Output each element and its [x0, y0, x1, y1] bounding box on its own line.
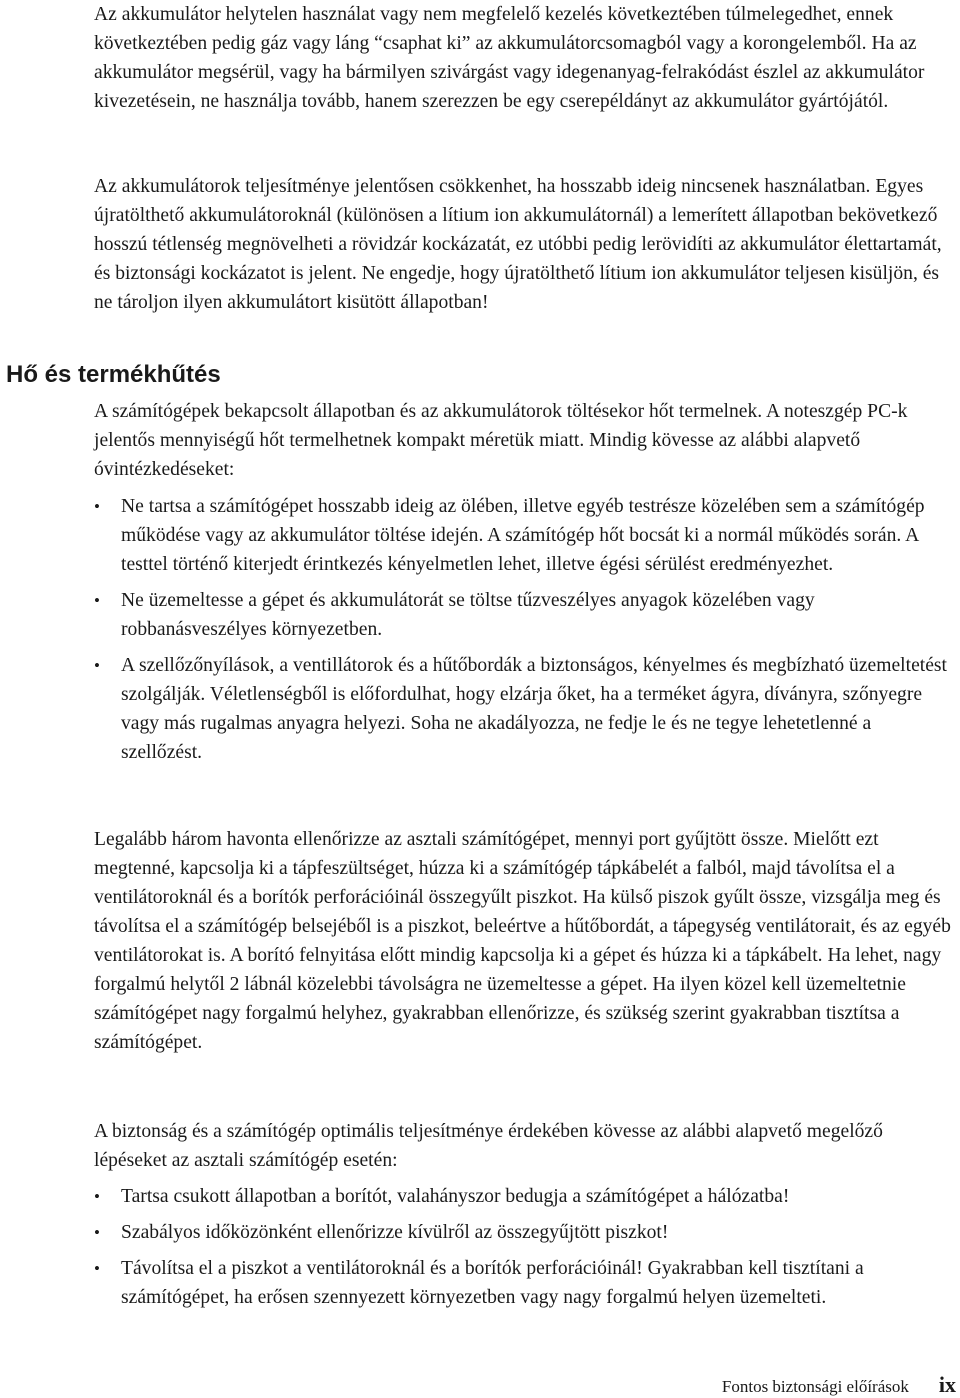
list-item-text: A szellőzőnyílások, a ventillátorok és a hűtőbordák a biztonságos, kényelmes és megbízható üzemeltetést szolgálják. Véletlenségből is előfordulhat, hogy elzárja őket, ha a terméket ágyra, díványra, szőnyegre vagy más rugalmas anyagra helyezi. Soha ne akadályozza, ne fedje le és ne tegye lehetetlenné a szellőzést. — [121, 655, 947, 763]
list-item-text: Szabályos időközönként ellenőrizze kívülről az összegyűjtött piszkot! — [121, 1222, 669, 1243]
list-item — [94, 1182, 956, 1211]
list-item — [94, 1218, 956, 1247]
list-item — [94, 1254, 956, 1312]
list-item-text: Ne üzemeltesse a gépet és akkumulátorát se töltse tűzveszélyes anyagok közelében vagy robbanásveszélyes környezetben. — [121, 590, 815, 640]
bullet-icon: • — [94, 1187, 100, 1206]
list-item-text: Tartsa csukott állapotban a borítót, valahányszor bedugja a számítógépet a hálózatba! — [121, 1186, 790, 1207]
heat-intro-paragraph: A számítógépek bekapcsolt állapotban és az akkumulátorok töltésekor hőt termelnek. A noteszgép PC-k jelentős mennyiségű hőt termelhetnek kompakt méretük miatt. Mindig kövesse az alábbi alapvető óvintézkedéseket: — [94, 401, 908, 480]
list-item — [94, 492, 956, 579]
list-item — [94, 586, 956, 644]
page-footer — [722, 1372, 956, 1398]
list-item-text: Távolítsa el a piszkot a ventilátoroknál és a borítók perforációinál! Gyakrabban kell tisztítani a számítógépet, ha erősen szennyezett környezetben vagy nagy forgalmú helyen üzemelteti. — [121, 1258, 864, 1308]
safety-steps-paragraph: A biztonság és a számítógép optimális teljesítménye érdekében kövesse az alábbi alapvető megelőző lépéseket az asztali számítógép esetén: — [94, 1121, 883, 1171]
list-item-text: Ne tartsa a számítógépet hosszabb ideig az ölében, illetve egyéb testrésze közelében sem a számítógép működése vagy az akkumulátor töltése idején. A számítógép hőt bocsát ki a normál működés során. A testtel történő kiterjedt érintkezés kényelmetlen lehet, illetve égési sérülést eredményezhet. — [121, 496, 925, 575]
battery-overheat-paragraph: Az akkumulátor helytelen használat vagy nem megfelelő kezelés következtében túlmelegedhet, ennek következtében pedig gáz vagy láng “csaphat ki” az akkumulátorcsomagból vagy a korongelemből. Ha az akkumulátor megsérül, vagy ha bármilyen szivárgást vagy idegenanyag-felrakódást észlel az akkumulátor kivezetésein, ne használja tovább, hanem szerezzen be egy cserepéldányt az akkumulátor gyártójától. — [94, 4, 925, 112]
bullet-icon: • — [94, 1259, 100, 1278]
footer-title: Fontos biztonsági előírások — [721, 1377, 909, 1396]
heat-precautions-list — [94, 492, 956, 767]
bullet-icon: • — [94, 1223, 100, 1242]
bullet-icon: • — [94, 591, 100, 610]
safety-steps-list — [94, 1182, 956, 1312]
battery-performance-paragraph: Az akkumulátorok teljesítménye jelentősen csökkenhet, ha hosszabb ideig nincsenek használatban. Egyes újratölthető akkumulátoroknál (különösen a lítium ion akkumulátornál) a lemerített állapotban bekövetkező hosszú tétlenség megnövelheti a rövidzár kockázatát, ez utóbbi pedig lerövidíti az akkumulátor élettartamát, és biztonsági kockázatot is jelent. Ne engedje, hogy újratölthető lítium ion akkumulátor teljesen kisüljön, és ne tároljon ilyen akkumulátort kisütött állapotban! — [94, 176, 942, 313]
list-item — [94, 651, 956, 767]
bullet-icon: • — [94, 497, 100, 516]
cleaning-paragraph: Legalább három havonta ellenőrizze az asztali számítógépet, mennyi port gyűjtött össze. Mielőtt ezt megtenné, kapcsolja ki a tápfeszültséget, húzza ki a számítógép tápkábelét a falból, majd távolítsa el a ventilátoroknál és a borítók perforációinál összegyűlt piszkot. Ha külső piszok gyűlt össze, vizsgálja meg és távolítsa el a számítógép belsejéből is a piszkot, beleértve a hűtőbordát, a tápegység ventilátorait, és az egyéb ventilátorokat is. A borító felnyitása előtt mindig kapcsolja ki a gépet és húzza ki a tápkábelt. Ha lehet, nagy forgalmú helytől 2 lábnál közelebbi távolságra ne üzemeltesse a gépet. Ha ilyen közel kell üzemeltetnie számítógépet nagy forgalmú helyhez, gyakrabban ellenőrizze, és szükség szerint gyakrabban tisztítsa a számítógépet. — [94, 829, 951, 1053]
section-heading: Hő és termékhűtés — [6, 361, 221, 388]
bullet-icon: • — [94, 656, 100, 675]
page-number: ix — [938, 1372, 956, 1397]
